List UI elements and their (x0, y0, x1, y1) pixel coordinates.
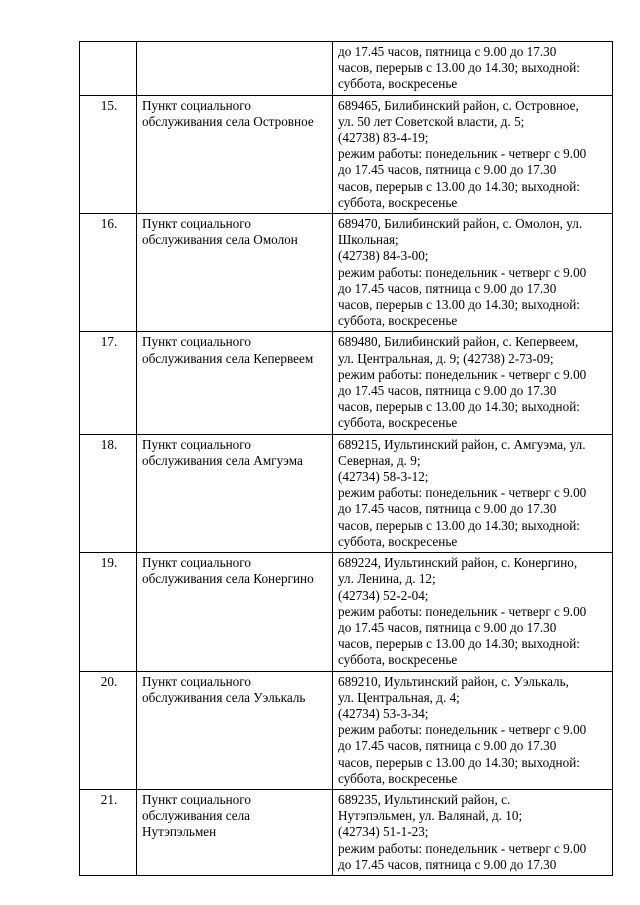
contact-info-line: суббота, воскресенье (338, 652, 458, 668)
table-row (80, 332, 613, 434)
contact-info-line: суббота, воскресенье (338, 415, 458, 431)
contact-info-line: 689210, Иультинский район, с. Уэлькаль, (338, 673, 569, 689)
contact-info-line: 689480, Билибинский район, с. Кепервеем, (338, 334, 579, 350)
table-row (80, 214, 613, 332)
institution-name-line: Пункт социального (142, 334, 251, 350)
contact-info-line: ул. 50 лет Советской власти, д. 5; (338, 113, 525, 129)
contact-info-line: до 17.45 часов, пятница с 9.00 до 17.30 (338, 162, 557, 178)
contact-info-cell (333, 214, 613, 332)
contact-info-cell (333, 553, 613, 671)
contact-info-line: (42734) 58-3-12; (338, 469, 429, 485)
contact-info-line: до 17.45 часов, пятница с 9.00 до 17.30 (338, 738, 557, 754)
contact-info-line: режим работы: понедельник - четверг с 9.00 (338, 485, 587, 501)
contact-info-line: 689224, Иультинский район, с. Конергино, (338, 555, 578, 571)
institution-name-line: обслуживания села Омолон (142, 232, 298, 248)
contact-info-line: часов, перерыв с 13.00 до 14.30; выходной: (338, 178, 580, 194)
contact-info-line: часов, перерыв с 13.00 до 14.30; выходной: (338, 60, 580, 76)
contact-info-line: режим работы: понедельник - четверг с 9.00 (338, 603, 587, 619)
row-number-cell: 17. (80, 332, 137, 434)
contact-info-line: суббота, воскресенье (338, 533, 458, 549)
contact-info-line: Нутэпэльмен, ул. Валянай, д. 10; (338, 808, 523, 824)
contact-info-line: до 17.45 часов, пятница с 9.00 до 17.30 (338, 280, 557, 296)
contact-info-line: часов, перерыв с 13.00 до 14.30; выходной: (338, 636, 580, 652)
contact-info-line: режим работы: понедельник - четверг с 9.00 (338, 366, 587, 382)
contact-info-cell (333, 95, 613, 213)
row-number-cell (80, 42, 137, 96)
institution-name-cell (137, 332, 333, 434)
contact-info-line: до 17.45 часов, пятница с 9.00 до 17.30 (338, 619, 557, 635)
contact-info-line: 689465, Билибинский район, с. Островное, (338, 97, 579, 113)
contact-info-line: до 17.45 часов, пятница с 9.00 до 17.30 (338, 856, 557, 872)
row-number-cell: 18. (80, 434, 137, 552)
contact-info-line: часов, перерыв с 13.00 до 14.30; выходной: (338, 517, 580, 533)
contact-info-line: (42738) 84-3-00; (338, 248, 429, 264)
contact-info-line: 689235, Иультинский район, с. (338, 791, 511, 807)
contact-info-line: ул. Ленина, д. 12; (338, 571, 436, 587)
contact-info-cell (333, 434, 613, 552)
contact-info-line: до 17.45 часов, пятница с 9.00 до 17.30 (338, 44, 557, 59)
institution-name-line: обслуживания села Конергино (142, 571, 314, 587)
institution-name-line: Пункт социального (142, 97, 251, 113)
contact-info-line: ул. Центральная, д. 4; (338, 689, 460, 705)
institution-name-cell (137, 214, 333, 332)
contact-info-cell (333, 332, 613, 434)
contact-info-line: режим работы: понедельник - четверг с 9.00 (338, 264, 587, 280)
contact-info-cell (333, 789, 613, 875)
table-row (80, 789, 613, 875)
row-number-cell: 20. (80, 671, 137, 789)
contact-info-line: режим работы: понедельник - четверг с 9.00 (338, 146, 587, 162)
contact-info-line: режим работы: понедельник - четверг с 9.00 (338, 840, 587, 856)
contact-info-line: (42734) 52-2-04; (338, 587, 429, 603)
institution-name-line: обслуживания села Кепервеем (142, 350, 314, 366)
contact-info-line: часов, перерыв с 13.00 до 14.30; выходной: (338, 399, 580, 415)
contact-info-line: часов, перерыв с 13.00 до 14.30; выходной: (338, 297, 580, 313)
institution-name-line: Пункт социального (142, 436, 251, 452)
table-row (80, 434, 613, 552)
contact-info-line: 689215, Иультинский район, с. Амгуэма, ул. (338, 436, 586, 452)
contact-info-line: (42734) 51-1-23; (338, 824, 429, 840)
institution-name-line: обслуживания села Островное (142, 113, 314, 129)
contact-info-cell (333, 671, 613, 789)
institution-name-cell (137, 671, 333, 789)
institution-name-line: обслуживания села Амгуэма (142, 452, 303, 468)
institution-name-line: Нутэпэльмен (142, 824, 217, 840)
contact-info-line: Школьная; (338, 232, 399, 248)
row-number-cell: 16. (80, 214, 137, 332)
table-row (80, 42, 613, 96)
contact-info-line: (42738) 83-4-19; (338, 130, 429, 146)
contact-info-cell (333, 42, 613, 96)
table-row (80, 671, 613, 789)
institutions-table (79, 41, 613, 876)
contact-info-line: часов, перерыв с 13.00 до 14.30; выходной: (338, 754, 580, 770)
row-number-cell: 19. (80, 553, 137, 671)
table-row (80, 553, 613, 671)
contact-info-line: суббота, воскресенье (338, 76, 458, 92)
institution-name-line: Пункт социального (142, 673, 251, 689)
contact-info-line: суббота, воскресенье (338, 194, 458, 210)
institution-name-cell (137, 789, 333, 875)
contact-info-line: 689470, Билибинский район, с. Омолон, ул. (338, 216, 583, 232)
contact-info-line: (42734) 53-3-34; (338, 705, 429, 721)
contact-info-line: до 17.45 часов, пятница с 9.00 до 17.30 (338, 383, 557, 399)
contact-info-line: до 17.45 часов, пятница с 9.00 до 17.30 (338, 501, 557, 517)
institution-name-cell (137, 42, 333, 96)
institution-name-line: обслуживания села Уэлькаль (142, 689, 306, 705)
institution-name-cell (137, 95, 333, 213)
institution-name-line: Пункт социального (142, 791, 251, 807)
contact-info-line: ул. Центральная, д. 9; (42738) 2-73-09; (338, 350, 554, 366)
contact-info-line: режим работы: понедельник - четверг с 9.00 (338, 722, 587, 738)
institution-name-cell (137, 434, 333, 552)
contact-info-line: Северная, д. 9; (338, 452, 421, 468)
table-body (80, 42, 613, 876)
institution-name-line: обслуживания села (142, 808, 251, 824)
institution-name-line: Пункт социального (142, 216, 251, 232)
row-number-cell: 15. (80, 95, 137, 213)
contact-info-line: суббота, воскресенье (338, 770, 458, 786)
table-row (80, 95, 613, 213)
contact-info-line: суббота, воскресенье (338, 313, 458, 329)
institution-name-cell (137, 553, 333, 671)
institution-name-line: Пункт социального (142, 555, 251, 571)
row-number-cell: 21. (80, 789, 137, 875)
